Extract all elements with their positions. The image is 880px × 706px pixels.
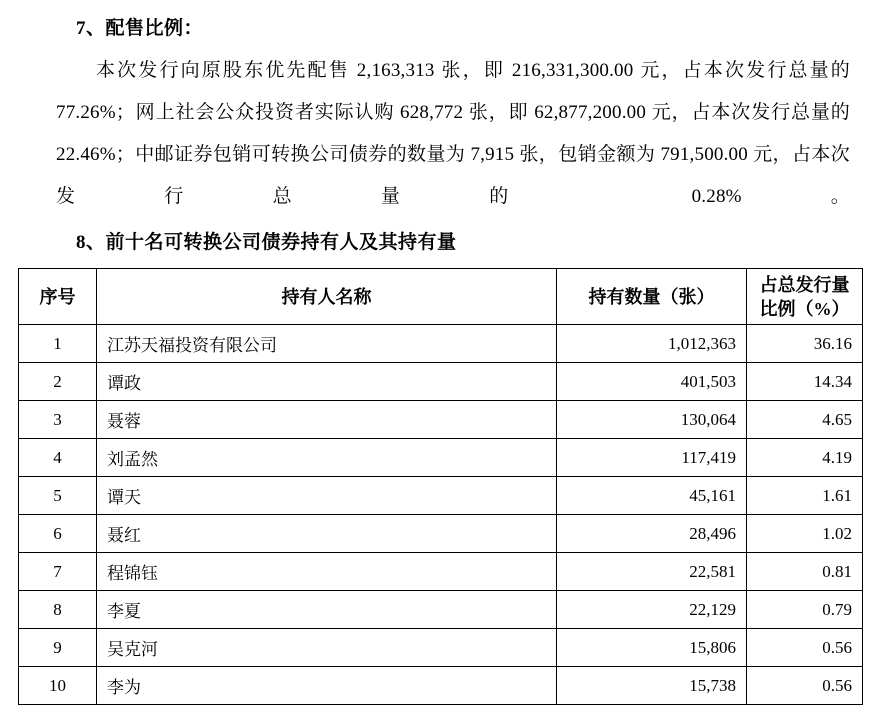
cell-qty: 22,581 xyxy=(557,553,747,591)
cell-name: 谭天 xyxy=(97,477,557,515)
cell-pct: 0.56 xyxy=(747,667,863,705)
table-row xyxy=(19,325,863,363)
cell-qty: 1,012,363 xyxy=(557,325,747,363)
cell-pct: 0.56 xyxy=(747,629,863,667)
cell-no: 7 xyxy=(19,553,97,591)
cell-no: 4 xyxy=(19,439,97,477)
table-row xyxy=(19,363,863,401)
cell-name: 刘孟然 xyxy=(97,439,557,477)
section-7-paragraph-text: 本次发行向原股东优先配售 2,163,313 张，即 216,331,300.00 元，占本次发行总量的 77.26%；网上社会公众投资者实际认购 628,772 张，即 62,877,200.00 元，占本次发行总量的 22.46%；中邮证券包销可转换公司债券的数量为 7,915 张，包销金额为 791,500.00 元，占本次发行总量的 0.28%。 xyxy=(56,60,850,207)
cell-name: 李夏 xyxy=(97,591,557,629)
cell-pct: 1.61 xyxy=(747,477,863,515)
column-header-no: 序号 xyxy=(19,269,97,325)
table-row xyxy=(19,477,863,515)
section-7-paragraph xyxy=(18,50,862,218)
cell-no: 3 xyxy=(19,401,97,439)
cell-name: 程锦钰 xyxy=(97,553,557,591)
cell-no: 9 xyxy=(19,629,97,667)
table-row xyxy=(19,515,863,553)
cell-qty: 15,738 xyxy=(557,667,747,705)
cell-qty: 117,419 xyxy=(557,439,747,477)
cell-name: 聂红 xyxy=(97,515,557,553)
cell-no: 6 xyxy=(19,515,97,553)
cell-pct: 4.65 xyxy=(747,401,863,439)
cell-name: 聂蓉 xyxy=(97,401,557,439)
cell-name: 李为 xyxy=(97,667,557,705)
cell-name: 谭政 xyxy=(97,363,557,401)
table-header-row xyxy=(19,269,863,325)
cell-pct: 0.81 xyxy=(747,553,863,591)
column-header-pct: 占总发行量比例（%） xyxy=(747,269,863,325)
cell-qty: 45,161 xyxy=(557,477,747,515)
cell-no: 8 xyxy=(19,591,97,629)
cell-pct: 4.19 xyxy=(747,439,863,477)
table-row xyxy=(19,629,863,667)
cell-pct: 36.16 xyxy=(747,325,863,363)
cell-qty: 28,496 xyxy=(557,515,747,553)
section-7-heading: 7、配售比例： xyxy=(76,18,204,39)
cell-pct: 1.02 xyxy=(747,515,863,553)
cell-qty: 401,503 xyxy=(557,363,747,401)
cell-qty: 15,806 xyxy=(557,629,747,667)
cell-pct: 0.79 xyxy=(747,591,863,629)
cell-name: 吴克河 xyxy=(97,629,557,667)
table-row xyxy=(19,591,863,629)
cell-qty: 130,064 xyxy=(557,401,747,439)
table-row xyxy=(19,553,863,591)
cell-name: 江苏天福投资有限公司 xyxy=(97,325,557,363)
cell-no: 10 xyxy=(19,667,97,705)
column-header-qty: 持有数量（张） xyxy=(557,269,747,325)
table-row xyxy=(19,439,863,477)
table-row xyxy=(19,401,863,439)
table-header xyxy=(19,269,863,325)
table-row xyxy=(19,667,863,705)
cell-no: 1 xyxy=(19,325,97,363)
cell-qty: 22,129 xyxy=(557,591,747,629)
cell-no: 2 xyxy=(19,363,97,401)
cell-no: 5 xyxy=(19,477,97,515)
table-body xyxy=(19,325,863,705)
section-8-heading: 8、前十名可转换公司债券持有人及其持有量 xyxy=(76,232,457,253)
cell-pct: 14.34 xyxy=(747,363,863,401)
column-header-name: 持有人名称 xyxy=(97,269,557,325)
top-holders-table xyxy=(18,268,863,705)
